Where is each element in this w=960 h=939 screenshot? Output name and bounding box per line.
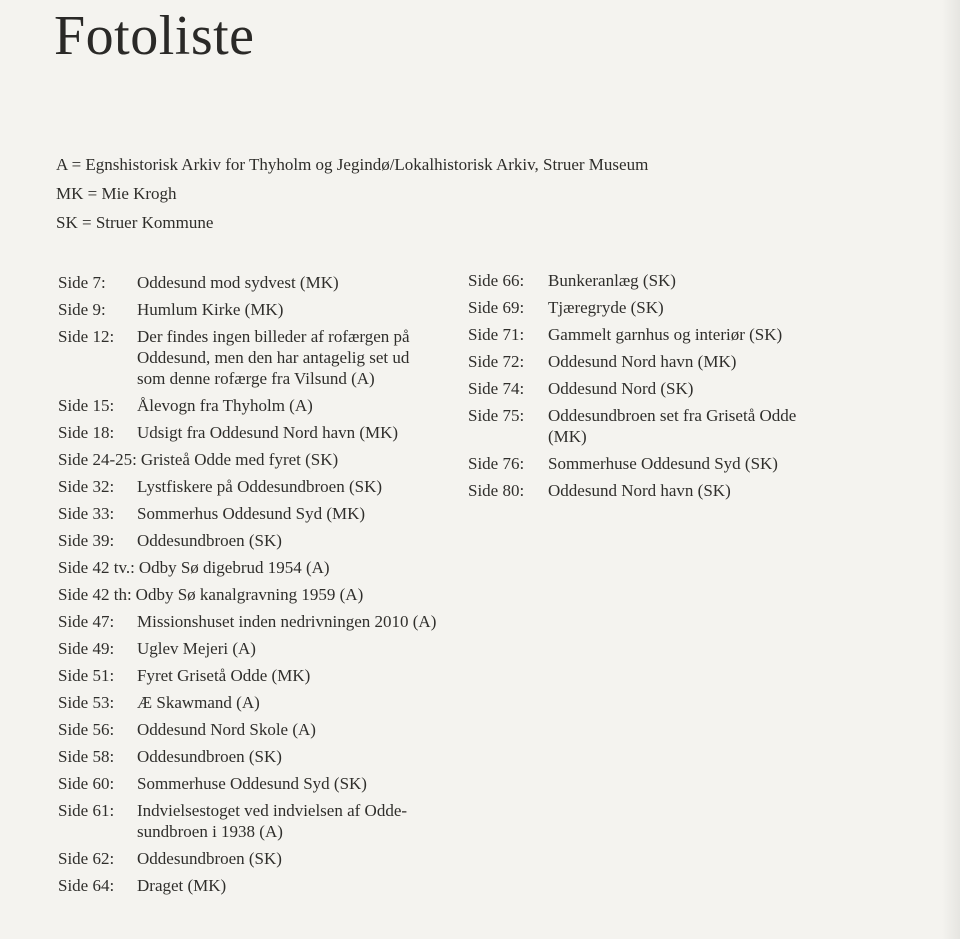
- page-reference: Side 33:: [58, 504, 115, 523]
- photo-caption: Draget (MK): [137, 876, 227, 895]
- page-reference: Side 7:: [58, 273, 106, 292]
- page-reference: Side 64:: [58, 876, 115, 895]
- page-reference: Side 72:: [468, 352, 525, 371]
- legend-line-a: A = Egnshistorisk Arkiv for Thyholm og Jegindø/Lokalhistorisk Arkiv, Struer Museum: [56, 155, 649, 174]
- page-reference: Side 32:: [58, 477, 115, 496]
- list-item: [468, 270, 818, 291]
- page-reference: Side 76:: [468, 454, 525, 473]
- photo-caption: Der findes ingen billeder af rofærgen på Oddesund, men den har antagelig set ud som denne rofærge fra Vilsund (A): [137, 327, 410, 388]
- photo-caption: Oddesundbroen (SK): [137, 849, 282, 868]
- photo-caption: Tjæregryde (SK): [548, 298, 664, 317]
- legend-line-mk: MK = Mie Krogh: [56, 184, 177, 203]
- list-item: [58, 557, 438, 578]
- photo-caption: Missionshuset inden nedrivningen 2010 (A): [137, 612, 437, 631]
- list-item: [468, 297, 818, 318]
- photo-caption: Sommerhus Oddesund Syd (MK): [137, 504, 366, 523]
- page-reference: Side 53:: [58, 693, 115, 712]
- list-item: [58, 326, 438, 389]
- list-item: [58, 272, 438, 293]
- photo-caption: Oddesundbroen (SK): [137, 747, 282, 766]
- page-reference: Side 80:: [468, 481, 525, 500]
- source-legend: [56, 150, 648, 237]
- list-item: [58, 875, 438, 896]
- page-reference: Side 42 th:: [58, 585, 132, 604]
- page-reference: Side 12:: [58, 327, 115, 346]
- list-item: [58, 719, 438, 740]
- page-reference: Side 47:: [58, 612, 115, 631]
- list-item: [468, 480, 818, 501]
- list-item: [58, 476, 438, 497]
- list-item: [58, 800, 438, 842]
- photo-caption: Oddesund Nord havn (MK): [548, 352, 737, 371]
- list-item: [58, 299, 438, 320]
- photo-caption: Odby Sø kanalgravning 1959 (A): [135, 585, 364, 604]
- list-item: [58, 449, 438, 470]
- page-reference: Side 75:: [468, 406, 525, 425]
- photo-list-left-column: [58, 272, 438, 902]
- page-edge: [942, 0, 960, 939]
- photo-caption: Uglev Mejeri (A): [137, 639, 256, 658]
- photo-list-right-column: [468, 270, 818, 507]
- list-item: [58, 395, 438, 416]
- photo-caption: Oddesund Nord havn (SK): [548, 481, 731, 500]
- photo-caption: Lystfiskere på Oddesundbroen (SK): [137, 477, 383, 496]
- list-item: [468, 405, 818, 447]
- page-reference: Side 42 tv.:: [58, 558, 135, 577]
- list-item: [58, 665, 438, 686]
- page-reference: Side 60:: [58, 774, 115, 793]
- photo-caption: Odby Sø digebrud 1954 (A): [138, 558, 330, 577]
- page-reference: Side 61:: [58, 801, 115, 820]
- legend-line-sk: SK = Struer Kommune: [56, 213, 214, 232]
- list-item: [468, 324, 818, 345]
- page-reference: Side 69:: [468, 298, 525, 317]
- page-reference: Side 51:: [58, 666, 115, 685]
- page-reference: Side 18:: [58, 423, 115, 442]
- list-item: [58, 773, 438, 794]
- page-reference: Side 66:: [468, 271, 525, 290]
- page-reference: Side 24-25:: [58, 450, 137, 469]
- page-reference: Side 49:: [58, 639, 115, 658]
- page-reference: Side 58:: [58, 747, 115, 766]
- list-item: [468, 351, 818, 372]
- list-item: [58, 746, 438, 767]
- page-reference: Side 39:: [58, 531, 115, 550]
- list-item: [468, 378, 818, 399]
- photo-caption: Gammelt garnhus og interiør (SK): [548, 325, 783, 344]
- photo-caption: Humlum Kirke (MK): [137, 300, 284, 319]
- list-item: [58, 530, 438, 551]
- page-reference: Side 56:: [58, 720, 115, 739]
- page-reference: Side 74:: [468, 379, 525, 398]
- list-item: [58, 503, 438, 524]
- list-item: [58, 584, 438, 605]
- list-item: [468, 453, 818, 474]
- page-reference: Side 62:: [58, 849, 115, 868]
- page-title: Fotoliste: [54, 5, 255, 67]
- page-reference: Side 71:: [468, 325, 525, 344]
- photo-caption: Udsigt fra Oddesund Nord havn (MK): [137, 423, 399, 442]
- photo-caption: Gristeå Odde med fyret (SK): [140, 450, 339, 469]
- page-reference: Side 15:: [58, 396, 115, 415]
- photo-caption: Fyret Grisetå Odde (MK): [137, 666, 311, 685]
- list-item: [58, 638, 438, 659]
- photo-caption: Ålevogn fra Thyholm (A): [137, 396, 313, 415]
- photo-caption: Indvielsestoget ved indvielsen af Odde-sundbroen i 1938 (A): [137, 801, 408, 841]
- photo-caption: Oddesundbroen (SK): [137, 531, 282, 550]
- list-item: [58, 692, 438, 713]
- list-item: [58, 611, 438, 632]
- photo-caption: Oddesund mod sydvest (MK): [137, 273, 339, 292]
- photo-caption: Bunkeranlæg (SK): [548, 271, 676, 290]
- photo-caption: Oddesundbroen set fra Grisetå Odde (MK): [548, 406, 797, 446]
- photo-caption: Oddesund Nord Skole (A): [137, 720, 316, 739]
- photo-caption: Æ Skawmand (A): [137, 693, 260, 712]
- photo-caption: Sommerhuse Oddesund Syd (SK): [548, 454, 778, 473]
- photo-caption: Sommerhuse Oddesund Syd (SK): [137, 774, 367, 793]
- photo-caption: Oddesund Nord (SK): [548, 379, 694, 398]
- list-item: [58, 848, 438, 869]
- list-item: [58, 422, 438, 443]
- page-reference: Side 9:: [58, 300, 106, 319]
